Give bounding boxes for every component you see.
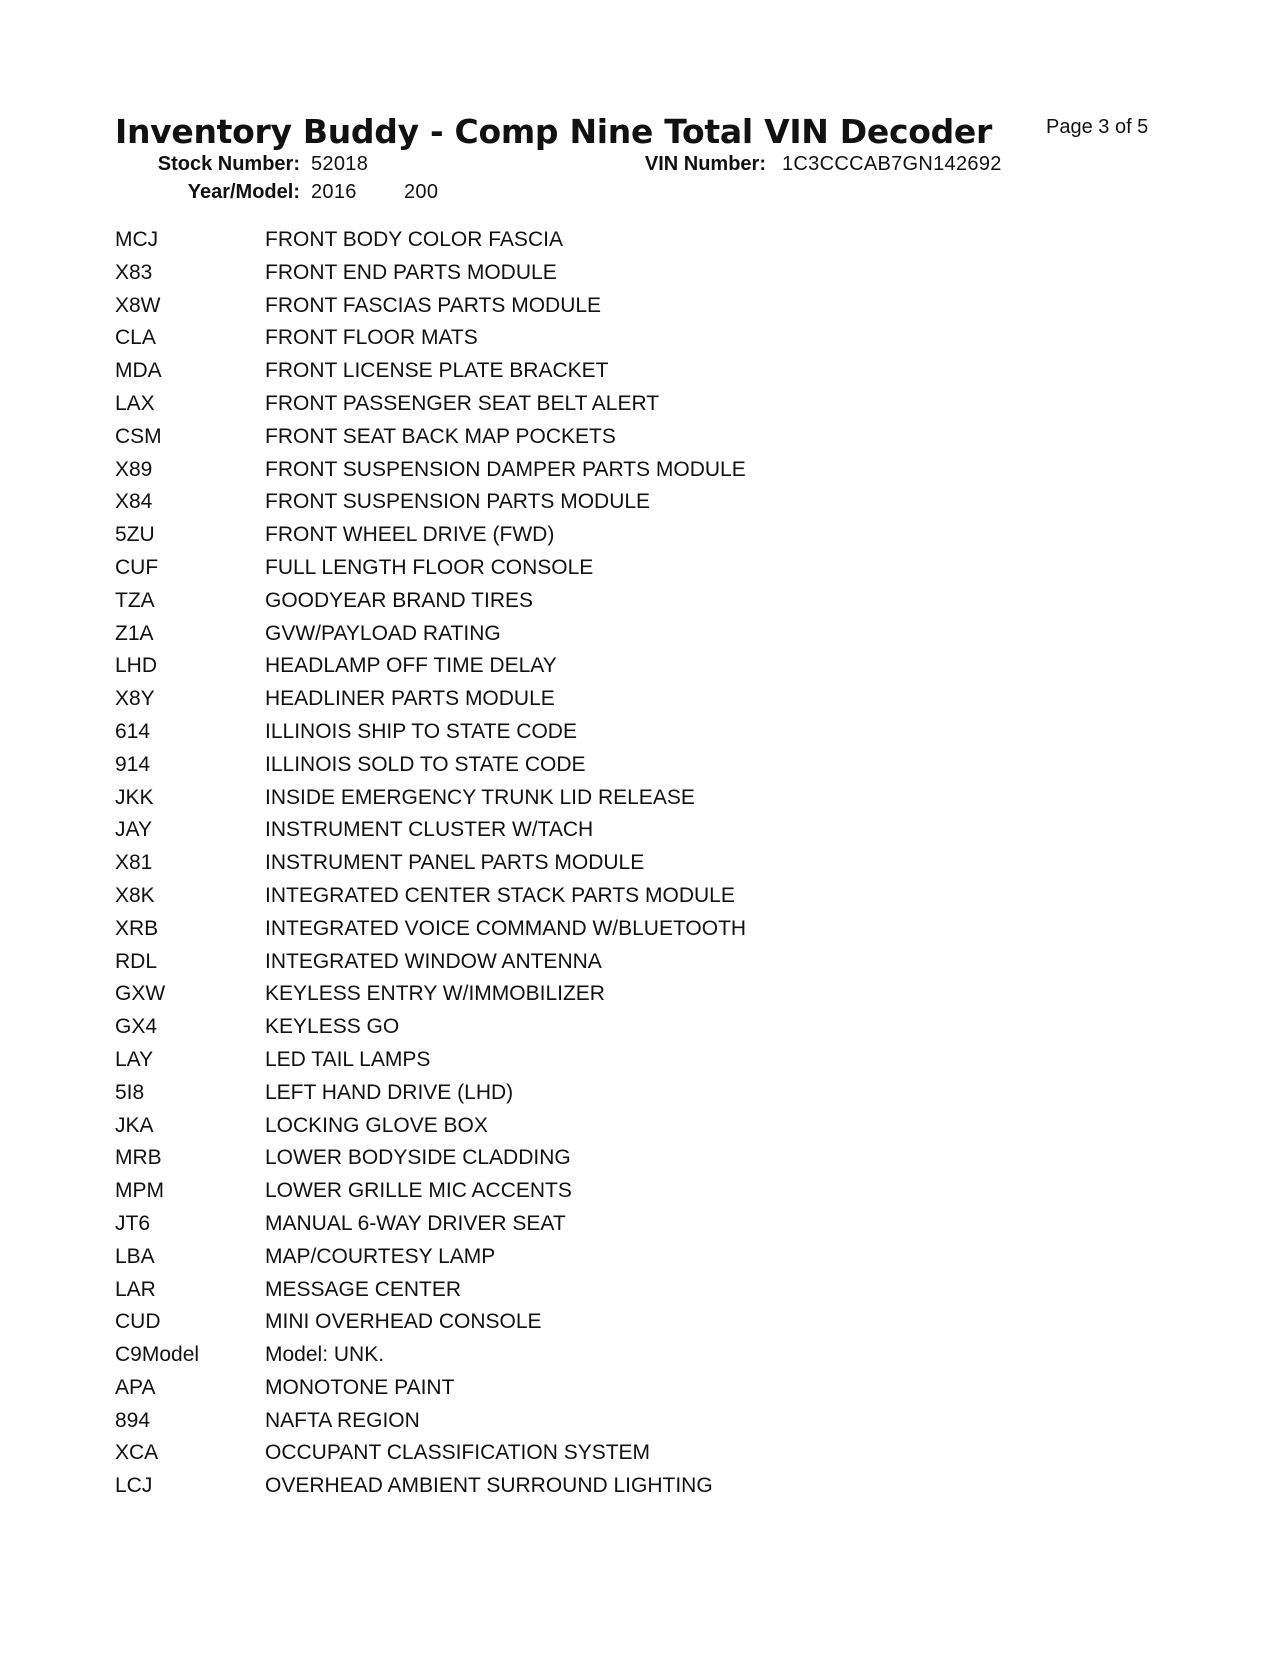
stock-number-value: 52018 (311, 153, 369, 175)
option-code: LBA (115, 1244, 155, 1268)
stock-number-line (0, 153, 1280, 179)
option-description: KEYLESS GO (265, 1015, 400, 1039)
option-description: FRONT PASSENGER SEAT BELT ALERT (265, 391, 660, 415)
year-model-label: Year/Model: (187, 181, 300, 203)
option-code: GXW (115, 982, 166, 1006)
option-code: JT6 (115, 1211, 151, 1235)
option-description: FRONT SUSPENSION DAMPER PARTS MODULE (265, 457, 746, 481)
option-description: FRONT FLOOR MATS (265, 326, 478, 350)
option-code: MRB (115, 1146, 162, 1170)
option-description: INSTRUMENT PANEL PARTS MODULE (265, 851, 645, 875)
option-description: FULL LENGTH FLOOR CONSOLE (265, 555, 594, 579)
option-code: TZA (115, 588, 155, 612)
option-description: LOWER GRILLE MIC ACCENTS (265, 1179, 572, 1203)
option-code: MPM (115, 1179, 164, 1203)
option-code: X8Y (115, 687, 155, 711)
option-description: FRONT FASCIAS PARTS MODULE (265, 293, 602, 317)
option-description: ILLINOIS SOLD TO STATE CODE (265, 752, 586, 776)
option-description: HEADLINER PARTS MODULE (265, 687, 555, 711)
option-description: INTEGRATED WINDOW ANTENNA (265, 949, 602, 973)
vin-number-label: VIN Number: (644, 153, 766, 175)
option-code: 5ZU (115, 523, 155, 547)
option-code: GX4 (115, 1015, 158, 1039)
option-code: LCJ (115, 1474, 153, 1498)
option-code: APA (115, 1375, 156, 1399)
option-code: X84 (115, 490, 153, 514)
option-description: INSIDE EMERGENCY TRUNK LID RELEASE (265, 785, 695, 809)
option-code: X83 (115, 260, 153, 284)
option-code: MCJ (115, 228, 159, 251)
vin-number-value: 1C3CCCAB7GN142692 (782, 153, 1002, 175)
option-description: MESSAGE CENTER (265, 1277, 462, 1301)
option-code: C9Model (115, 1343, 200, 1367)
option-description: NAFTA REGION (265, 1408, 420, 1432)
option-description: GVW/PAYLOAD RATING (265, 621, 501, 645)
option-code: 5I8 (115, 1080, 145, 1104)
option-description: GOODYEAR BRAND TIRES (265, 588, 533, 612)
option-description: MANUAL 6-WAY DRIVER SEAT (265, 1211, 566, 1235)
option-description: INSTRUMENT CLUSTER W/TACH (265, 818, 594, 842)
option-description: HEADLAMP OFF TIME DELAY (265, 654, 557, 678)
option-code: LAX (115, 391, 155, 415)
option-code: LHD (115, 654, 158, 678)
option-description: FRONT END PARTS MODULE (265, 260, 557, 284)
option-code: XRB (115, 916, 159, 940)
option-code: JAY (115, 818, 152, 842)
option-code: X8W (115, 293, 161, 317)
option-description: MAP/COURTESY LAMP (265, 1244, 496, 1268)
option-description: MINI OVERHEAD CONSOLE (265, 1310, 542, 1334)
option-code: XCA (115, 1441, 159, 1465)
option-code: MDA (115, 359, 162, 383)
option-code: X81 (115, 851, 153, 875)
option-description: LOCKING GLOVE BOX (265, 1113, 488, 1137)
model-value: 200 (404, 181, 439, 203)
option-description: INTEGRATED VOICE COMMAND W/BLUETOOTH (265, 916, 747, 940)
option-description: FRONT BODY COLOR FASCIA (265, 228, 563, 251)
option-description: FRONT WHEEL DRIVE (FWD) (265, 523, 555, 547)
option-description: Model: UNK. (265, 1343, 385, 1367)
option-code: X8K (115, 883, 155, 907)
option-description: FRONT SEAT BACK MAP POCKETS (265, 424, 616, 448)
option-code: LAR (115, 1277, 156, 1301)
stock-number-label: Stock Number: (157, 153, 300, 175)
option-description: OVERHEAD AMBIENT SURROUND LIGHTING (265, 1474, 713, 1498)
page-number: Page 3 of 5 (1046, 116, 1149, 138)
option-description: FRONT LICENSE PLATE BRACKET (265, 359, 609, 383)
option-code: CSM (115, 424, 162, 448)
year-model-line (0, 181, 1280, 207)
option-code: JKK (115, 785, 154, 809)
option-description: LEFT HAND DRIVE (LHD) (265, 1080, 514, 1104)
option-code: JKA (115, 1113, 154, 1137)
option-description: KEYLESS ENTRY W/IMMOBILIZER (265, 982, 605, 1006)
year-value: 2016 (311, 181, 357, 203)
option-description: FRONT SUSPENSION PARTS MODULE (265, 490, 651, 514)
option-code: CUF (115, 555, 159, 579)
option-description: INTEGRATED CENTER STACK PARTS MODULE (265, 883, 735, 907)
option-code: CLA (115, 326, 156, 350)
document-title: Inventory Buddy - Comp Nine Total VIN Decoder (115, 112, 992, 151)
option-code: CUD (115, 1310, 161, 1334)
option-description: OCCUPANT CLASSIFICATION SYSTEM (265, 1441, 651, 1465)
option-code: LAY (115, 1047, 154, 1071)
option-code: 914 (115, 752, 151, 776)
option-code: RDL (115, 949, 158, 973)
option-code: X89 (115, 457, 153, 481)
option-description: LOWER BODYSIDE CLADDING (265, 1146, 571, 1170)
option-description: MONOTONE PAINT (265, 1375, 455, 1399)
option-description: LED TAIL LAMPS (265, 1047, 431, 1071)
option-code: Z1A (115, 621, 154, 645)
option-code: 614 (115, 719, 151, 743)
option-description: ILLINOIS SHIP TO STATE CODE (265, 719, 577, 743)
option-code: 894 (115, 1408, 151, 1432)
